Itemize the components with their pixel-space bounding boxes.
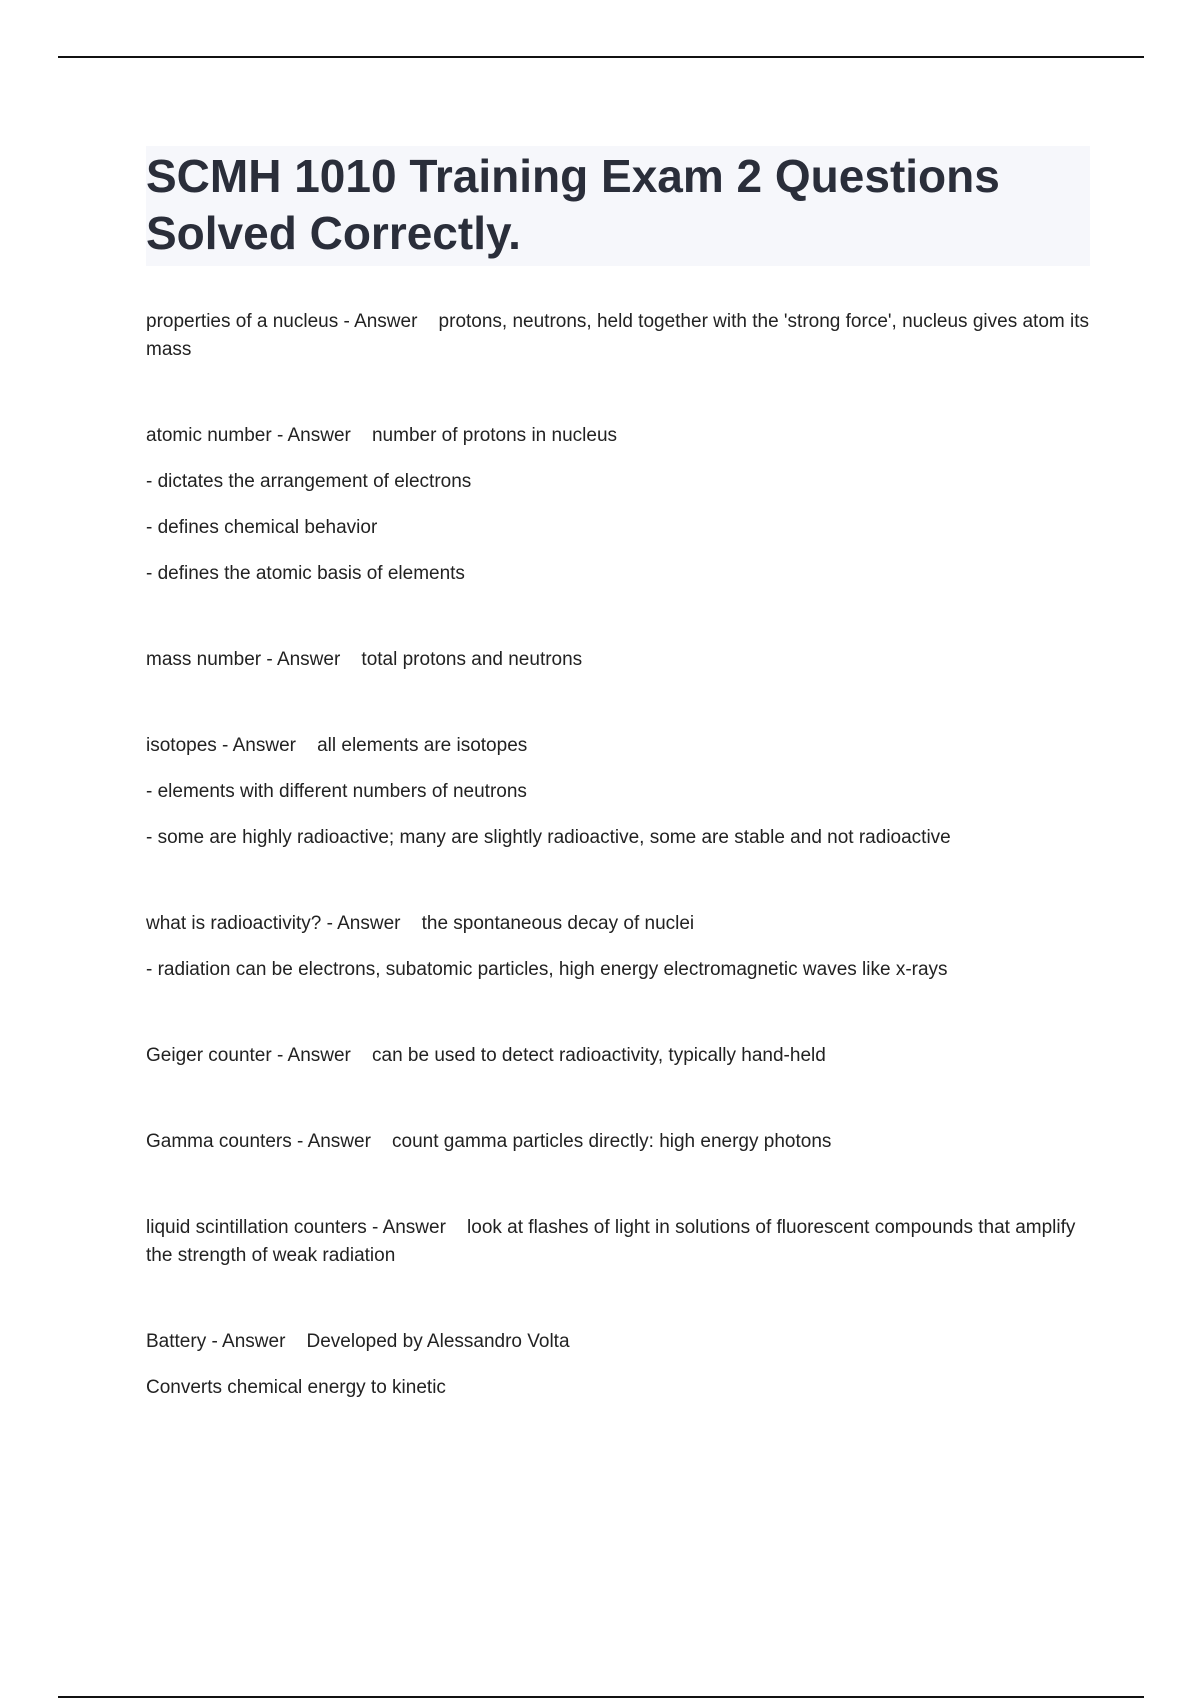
entry-answer: can be used to detect radioactivity, typically hand-held [372,1045,826,1066]
entry-liquid-scintillation-counters [146,1214,1090,1270]
entry-main-line [146,646,1090,674]
entry-answer: the spontaneous decay of nuclei [421,913,695,934]
entry-list [146,308,1090,1402]
entry-main-line [146,308,1090,364]
entry-detail: - defines chemical behavior [146,517,378,538]
entry-term: Geiger counter [146,1045,272,1066]
entry-gamma-counters [146,1128,1090,1156]
entry-detail: - radiation can be electrons, subatomic particles, high energy electromagnetic waves like x-rays [146,959,948,980]
title-block [146,146,1090,266]
entry-main-line [146,1214,1090,1270]
entry-answer: all elements are isotopes [317,735,528,756]
entry-properties-of-nucleus [146,308,1090,364]
entry-geiger-counter [146,1042,1090,1070]
entry-term: atomic number [146,425,272,446]
entry-battery [146,1328,1090,1402]
entry-detail: - defines the atomic basis of elements [146,563,465,584]
entry-separator: - Answer [216,735,318,756]
entry-term: what is radioactivity? [146,913,322,934]
entry-detail: - some are highly radioactive; many are slightly radioactive, some are stable and not radioactive [146,827,951,848]
entry-mass-number [146,646,1090,674]
entry-answer: count gamma particles directly: high energy photons [392,1131,832,1152]
entry-term: isotopes [146,735,217,756]
entry-separator: - Answer [271,1045,372,1066]
entry-atomic-number [146,422,1090,588]
entry-separator: - Answer [366,1217,468,1238]
entry-separator: - Answer [321,913,422,934]
entry-term: properties of a nucleus [146,311,339,332]
entry-separator: - Answer [291,1131,393,1152]
entry-answer: protons, neutrons, held together with the 'strong force', nucleus gives atom its mass [146,311,1089,360]
entry-main-line [146,732,1090,760]
entry-term: Gamma counters [146,1131,292,1152]
entry-detail: - elements with different numbers of neutrons [146,781,527,802]
entry-main-line [146,910,1090,938]
document-body [146,146,1090,1460]
bottom-rule [58,1696,1144,1698]
entry-detail: - dictates the arrangement of electrons [146,471,472,492]
entry-answer: total protons and neutrons [361,649,583,670]
entry-separator: - Answer [271,425,372,446]
entry-answer: Developed by Alessandro Volta [306,1331,570,1352]
entry-main-line [146,422,1090,450]
entry-separator: - Answer [261,649,362,670]
entry-separator: - Answer [338,311,439,332]
entry-term: Battery [146,1331,207,1352]
entry-term: mass number [146,649,262,670]
top-rule [58,56,1144,58]
entry-answer: number of protons in nucleus [371,425,618,446]
entry-separator: - Answer [206,1331,307,1352]
entry-answer: look at flashes of light in solutions of fluorescent compounds that amplify the strength of weak radiation [146,1217,1076,1266]
entry-main-line [146,1128,1090,1156]
entry-detail: Converts chemical energy to kinetic [146,1377,446,1398]
entry-main-line [146,1328,1090,1356]
page-title: SCMH 1010 Training Exam 2 Questions Solved Correctly. [146,150,1000,259]
entry-term: liquid scintillation counters [146,1217,367,1238]
entry-isotopes [146,732,1090,852]
entry-radioactivity [146,910,1090,984]
entry-main-line [146,1042,1090,1070]
